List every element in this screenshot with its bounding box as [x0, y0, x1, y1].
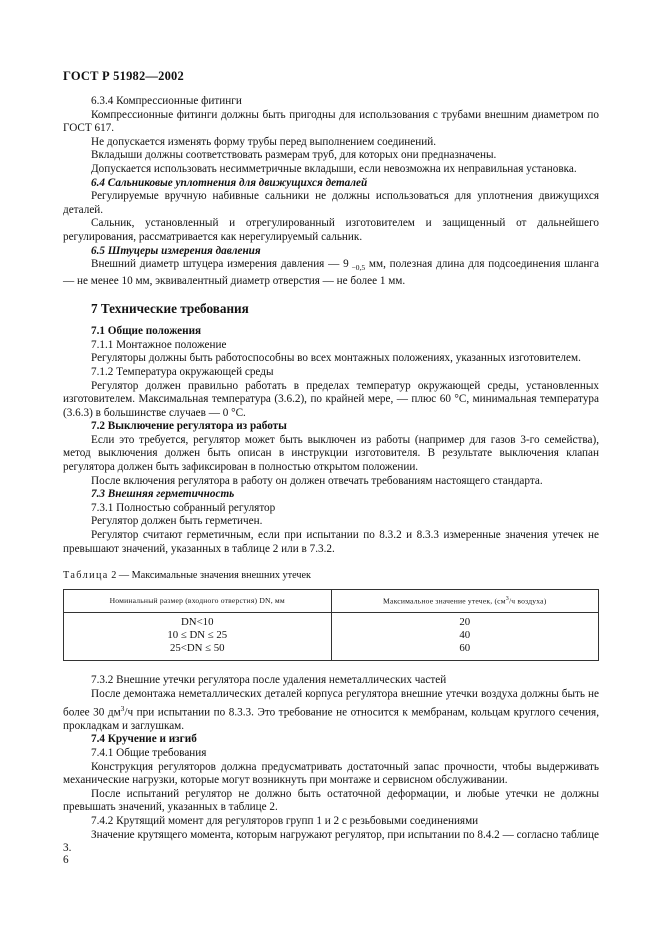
- paragraph: Конструкция регуляторов должна предусматривать достаточный запас прочности, чтобы выдерживать механические нагрузки, которые могут возникнуть при монтаже и сервисном обслуживании.: [63, 760, 599, 787]
- paragraph: После испытаний регулятор не должно быть остаточной деформации, и любые утечки не должны превышать значений, указанных в таблице 2.: [63, 787, 599, 814]
- document-header: ГОСТ Р 51982—2002: [63, 69, 184, 83]
- table-header: Максимальное значение утечек, ($см^3/ч$ воздуха): [331, 589, 599, 612]
- table-caption: Таблица 2 — Максимальные значения внешних утечек: [63, 570, 311, 582]
- table-cell: 20 40 60: [331, 612, 599, 660]
- paragraph: Допускается использовать несимметричные вкладыши, если невозможна их неправильная установка.: [91, 162, 577, 175]
- subsection-title: 6.3.4 Компрессионные фитинги: [91, 95, 242, 107]
- paragraph: Регулируемые вручную набивные сальники не должны использоваться для уплотнения движущихся деталей.: [63, 190, 599, 216]
- subsection-title: 7.3.1 Полностью собранный регулятор: [91, 501, 276, 514]
- subsection-title: 7.3.2 Внешние утечки регулятора после удаления неметаллических частей: [91, 674, 447, 687]
- subsection-title: 7.4 Кручение и изгиб: [91, 733, 197, 746]
- subsection-title: 7.1.2 Температура окружающей среды: [91, 365, 274, 378]
- paragraph: Сальник, установленный и отрегулированный изготовителем и защищенный от дальнейшего регулирования, рассматривается как нерегулируемый сальник.: [63, 217, 599, 243]
- paragraph: Вкладыши должны соответствовать размерам труб, для которых они предназначены.: [91, 149, 497, 162]
- paragraph: Если это требуется, регулятор может быть выключен из работы (например для газов 3-го семейства), метод выключения должен быть описан в инструкции изготовителя. В результате выключения клапан регулятора должен быть зафиксирован в полностью открытом положении.: [63, 433, 599, 474]
- subsection-title: 6.5 Штуцеры измерения давления: [91, 244, 261, 257]
- subsection-title: 7.2 Выключение регулятора из работы: [91, 420, 287, 433]
- paragraph: Регуляторы должны быть работоспособны во всех монтажных положениях, указанных изготовителем.: [91, 352, 581, 365]
- subsection-title: 7.4.1 Общие требования: [91, 747, 207, 760]
- paragraph: Регулятор должен быть герметичен.: [91, 515, 263, 528]
- section-heading: 7 Технические требования: [91, 300, 249, 316]
- subsection-title: 7.4.2 Крутящий момент для регуляторов групп 1 и 2 с резьбовыми соединениями: [91, 815, 479, 828]
- paragraph: После демонтажа неметаллических деталей корпуса регулятора внешние утечки воздуха должны быть не более 30 $дм^3/ч$ при испытании по 8.3.3. Это требование не относится к мембранам, кольцам круглого сечения, прокладкам и заглушкам.: [63, 687, 599, 732]
- subsection-title: 7.1 Общие положения: [91, 325, 202, 338]
- page-number: 6: [63, 854, 69, 866]
- table-cell: DN<10 10 ≤ DN ≤ 25 25<DN ≤ 50: [64, 612, 332, 660]
- paragraph: Регулятор должен правильно работать в пределах температур окружающей среды, установленных изготовителем. Максимальная температура (3.6.2), по крайней мере, — плюс 60 °С, минимальная температура (3.6.3) в большинстве случаев — 0 °С.: [63, 379, 599, 419]
- paragraph: После включения регулятора в работу он должен отвечать требованиям настоящего стандарта.: [91, 474, 543, 487]
- page-body: [63, 95, 599, 856]
- paragraph: Регулятор считают герметичным, если при испытании по 8.3.2 и 8.3.3 измеренные значения утечек не превышают значений, указанных в таблице 2 или в 7.3.2.: [63, 529, 599, 555]
- subsection-title: 7.3 Внешняя герметичность: [91, 488, 235, 501]
- paragraph: Внешний диаметр штуцера измерения давления — 9 $_{-0,5}$ мм, полезная длина для подсоединения шланга — не менее 10 мм, эквивалентный диаметр отверстия — не более 1 мм.: [63, 258, 599, 287]
- paragraph: Не допускается изменять форму трубы перед выполнением соединений.: [91, 135, 437, 148]
- subsection-title: 7.1.1 Монтажное положение: [91, 338, 227, 351]
- paragraph: Значение крутящего момента, которым нагружают регулятор, при испытании по 8.4.2 — согласно таблице 3.: [63, 828, 599, 855]
- table-row: [64, 612, 599, 660]
- paragraph: Компрессионные фитинги должны быть пригодны для использования с трубами внешним диаметром по ГОСТ 617.: [63, 108, 599, 135]
- leakage-table: [63, 589, 599, 662]
- subsection-title: 6.4 Сальниковые уплотнения для движущихся деталей: [91, 176, 368, 189]
- table-header: Номинальный размер (входного отверстия) DN, мм: [64, 589, 332, 612]
